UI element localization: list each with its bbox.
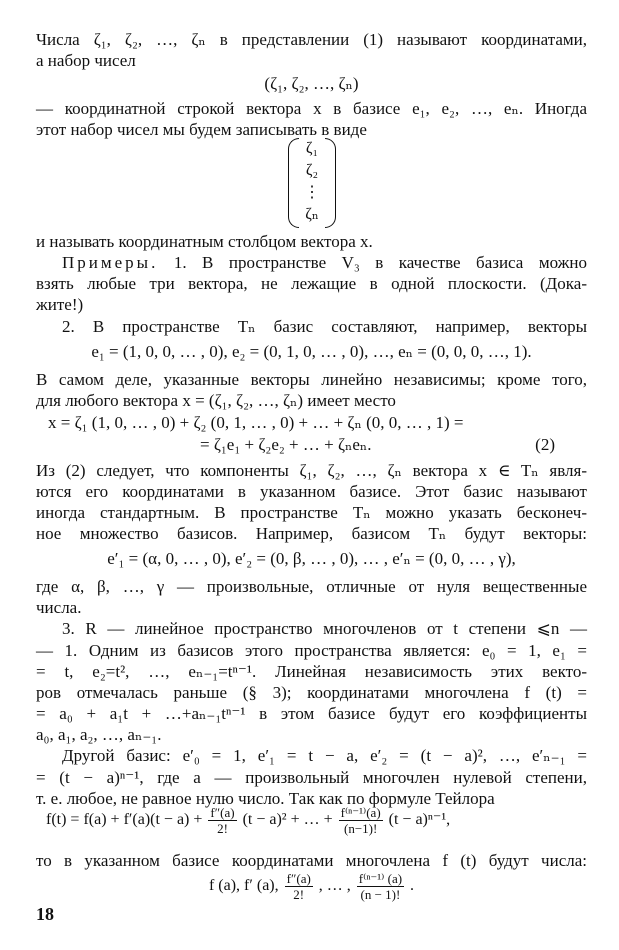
- text-line: ное множество базисов. Например, базисом Tₙ будут векторы:: [36, 524, 587, 543]
- text-line: иногда стандартным. В пространстве Tₙ можно указать бесконеч-: [36, 503, 587, 522]
- taylor-formula: [46, 800, 606, 840]
- fraction-denominator: 2!: [293, 886, 305, 902]
- formula-text: f (a), f′ (a),: [208, 877, 279, 894]
- fraction-numerator: f⁽ⁿ⁻¹⁾(a): [340, 804, 381, 820]
- fraction: [208, 805, 236, 836]
- expansion-formula: x = ζ₁ (1, 0, … , 0) + ζ₂ (0, 1, … , 0) + … + ζₙ (0, 0, … , 1) =: [48, 413, 464, 432]
- text-line: [62, 252, 587, 274]
- formula-text: (t − a)ⁿ⁻¹,: [388, 811, 451, 828]
- examples-heading: Примеры.: [62, 253, 159, 272]
- standard-basis-formula: e₁ = (1, 0, 0, … , 0), e₂ = (0, 1, 0, … , 0), …, eₙ = (0, 0, 0, …, 1).: [91, 342, 532, 361]
- text-line: взять любые три вектора, не лежащие в одной плоскости. (Дока-: [36, 274, 587, 293]
- column-entry: ζ₁: [305, 140, 319, 157]
- formula-text: f(t) = f(a) + f′(a)(t − a) +: [46, 811, 203, 828]
- coordinate-row-formula: (ζ₁, ζ₂, …, ζₙ): [264, 74, 359, 93]
- column-entry: ζₙ: [305, 206, 319, 223]
- alternate-basis-formula: e′₁ = (α, 0, … , 0), e′₂ = (0, β, … , 0), … , e′ₙ = (0, 0, … , γ),: [107, 549, 516, 568]
- fraction-denominator: 2!: [217, 820, 228, 836]
- text-line: ются его координатами в указанном базисе. Этот базис называют: [36, 482, 587, 501]
- text-line: — 1. Одним из базисов этого пространства является: e₀ = 1, e₁ =: [36, 641, 587, 660]
- equation-number: (2): [535, 435, 555, 454]
- text-line: жите!): [36, 295, 84, 314]
- coordinate-column-matrix: [288, 138, 336, 228]
- text-line: Числа ζ₁, ζ₂, …, ζₙ в представлении (1) называют координатами,: [36, 30, 587, 49]
- text-line: а набор чисел: [36, 51, 136, 70]
- text-line: Из (2) следует, что компоненты ζ₁, ζ₂, …, ζₙ вектора x ∈ Tₙ явля-: [36, 461, 587, 480]
- text-line: a₀, a₁, a₂, …, aₙ₋₁.: [36, 725, 162, 744]
- text-line: где α, β, …, γ — произвольные, отличные от нуля вещественные: [36, 577, 587, 596]
- text-line: В самом деле, указанные векторы линейно независимы; кроме того,: [36, 370, 587, 389]
- text-line: и называть координатным столбцом вектора x.: [36, 232, 373, 251]
- text-line: 2. В пространстве Tₙ базис составляют, например, векторы: [62, 317, 587, 336]
- text-line: Другой базис: e′₀ = 1, e′₁ = t − a, e′₂ = (t − a)², …, e′ₙ₋₁ =: [62, 746, 587, 765]
- fraction: [339, 805, 383, 836]
- fraction: [285, 871, 313, 902]
- fraction-denominator: (n − 1)!: [360, 886, 401, 902]
- formula-text: = ζ₁e₁ + ζ₂e₂ + … + ζₙeₙ.: [200, 435, 372, 454]
- text-line: ров отмечалась раньше (§ 3); координатами многочлена f (t) =: [36, 683, 587, 702]
- text-line: = (t − a)ⁿ⁻¹, где a — произвольный многочлен нулевой степени,: [36, 768, 587, 787]
- fraction-numerator: f⁽ⁿ⁻¹⁾ (a): [358, 870, 403, 886]
- column-entry: ⋮: [304, 184, 320, 201]
- fraction-numerator: f″(a): [286, 870, 311, 886]
- text-line: = t, e₂=t², …, eₙ₋₁=tⁿ⁻¹. Линейная независимость этих векто-: [36, 662, 587, 681]
- page-number: 18: [36, 904, 54, 924]
- text-line: числа.: [36, 598, 82, 617]
- text-line: — координатной строкой вектора x в базисе e₁, e₂, …, eₙ. Иногда: [36, 99, 587, 118]
- text-line: этот набор чисел мы будем записывать в виде: [36, 120, 367, 139]
- text-line: т. е. любое, не равное нулю число. Так как по формуле Тейлора: [36, 789, 495, 808]
- coefficients-formula: [36, 866, 587, 906]
- text-line: = a₀ + a₁t + …+aₙ₋₁tⁿ⁻¹ в этом базисе будут его коэффициенты: [36, 704, 587, 723]
- column-entry: ζ₂: [305, 162, 319, 179]
- formula-text: .: [410, 877, 415, 894]
- formula-text: , … ,: [318, 877, 351, 894]
- text-line: 3. R — линейное пространство многочленов от t степени ⩽n —: [62, 619, 587, 638]
- fraction: [357, 871, 404, 902]
- fraction-denominator: (n−1)!: [343, 820, 378, 836]
- text-span: 1. В пространстве V₃ в качестве базиса можно: [173, 253, 587, 272]
- formula-text: (t − a)² + … +: [242, 811, 333, 828]
- text-line: для любого вектора x = (ζ₁, ζ₂, …, ζₙ) имеет место: [36, 391, 396, 410]
- expansion-formula: [200, 434, 587, 456]
- fraction-numerator: f″(a): [210, 804, 235, 820]
- text-line: то в указанном базисе координатами многочлена f (t) будут числа:: [36, 851, 587, 870]
